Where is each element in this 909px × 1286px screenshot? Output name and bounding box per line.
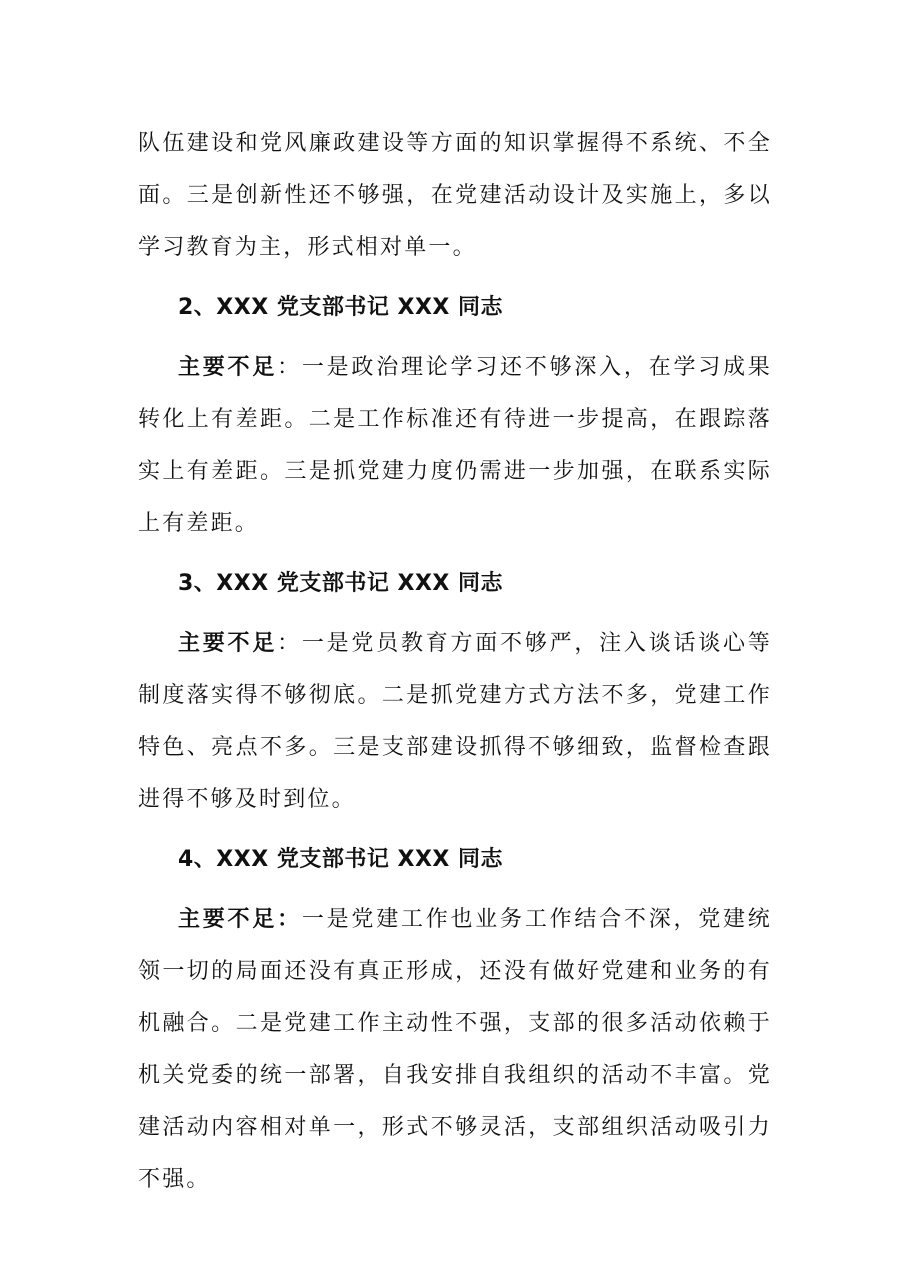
section-heading-3: 3、XXX 党支部书记 XXX 同志	[178, 571, 504, 596]
section-body-3: 一是党员教育方面不够严，注入谈话谈心等制度落实得不够彻底。二是抓党建方式方法不多，党建工作特色、亮点不多。三是支部建设抓得不够细致，监督检查跟进得不够及时到位。	[138, 631, 772, 812]
section-label-3: 主要不足	[178, 631, 278, 656]
section-separator-2: ：	[277, 355, 302, 380]
section-paragraph-3	[138, 618, 772, 826]
section-body-4: 一是党建工作也业务工作结合不深，党建统领一切的局面还没有真正形成，还没有做好党建和业务的有机融合。二是党建工作主动性不强，支部的很多活动依赖于机关党委的统一部署，自我安排自我组织的活动不丰富。党建活动内容相对单一，形式不够灵活，支部组织活动吸引力不强。	[138, 907, 772, 1192]
section-paragraph-4	[138, 894, 772, 1206]
intro-paragraph: 队伍建设和党风廉政建设等方面的知识掌握得不系统、不全面。三是创新性还不够强，在党建活动设计及实施上，多以学习教育为主，形式相对单一。	[138, 131, 772, 260]
section-heading-2: 2、XXX 党支部书记 XXX 同志	[178, 295, 504, 320]
section-body-2: 一是政治理论学习还不够深入，在学习成果转化上有差距。二是工作标准还有待进一步提高，在跟踪落实上有差距。三是抓党建力度仍需进一步加强，在联系实际上有差距。	[138, 355, 772, 536]
section-label-2: 主要不足	[178, 355, 278, 380]
document-body	[138, 118, 772, 1206]
section-paragraph-2	[138, 342, 772, 550]
section-label-4: 主要不足：	[178, 907, 302, 932]
section-heading-4: 4、XXX 党支部书记 XXX 同志	[178, 847, 504, 872]
section-separator-3: ：	[277, 631, 302, 656]
